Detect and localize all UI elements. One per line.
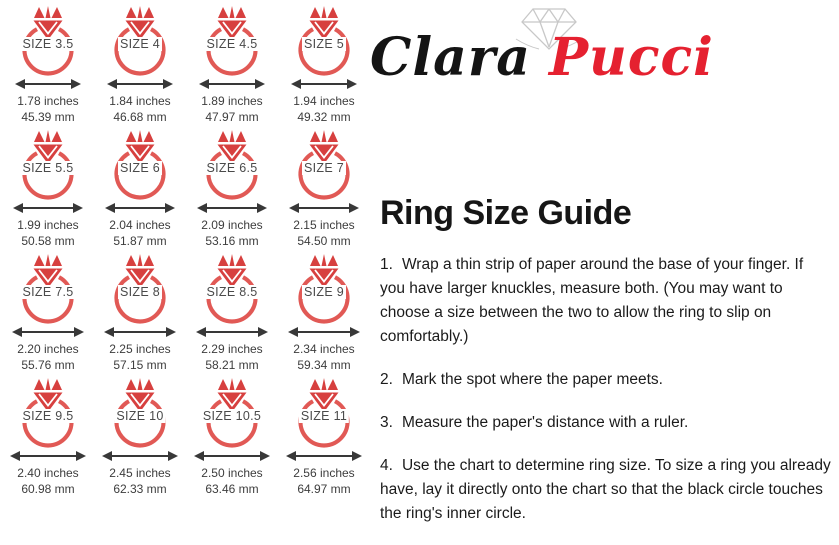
ring-size-cell bbox=[186, 376, 278, 500]
ring-size-cell bbox=[278, 376, 370, 500]
ring-size-label: SIZE 11 bbox=[300, 409, 348, 423]
ring-figure bbox=[292, 252, 356, 326]
ring-size-label: SIZE 7.5 bbox=[22, 285, 74, 299]
ring-mm: 50.58 mm bbox=[21, 233, 75, 248]
ring-inches: 1.94 inches bbox=[293, 94, 355, 109]
ring-mm: 49.32 mm bbox=[297, 109, 351, 124]
ring-inches: 2.45 inches bbox=[109, 466, 171, 481]
ring-measurements bbox=[94, 94, 186, 125]
ring-figure bbox=[16, 252, 80, 326]
ring-mm: 51.87 mm bbox=[113, 233, 167, 248]
diamond-icon bbox=[126, 6, 155, 40]
diamond-icon bbox=[218, 378, 247, 412]
ring-mm: 54.50 mm bbox=[297, 233, 351, 248]
instruction-step-2 bbox=[380, 368, 832, 392]
diamond-icon bbox=[34, 130, 63, 164]
ring-measurements bbox=[186, 466, 278, 497]
ring-size-cell bbox=[186, 128, 278, 252]
brand-name bbox=[370, 18, 714, 98]
ring-measurements bbox=[186, 342, 278, 373]
diamond-icon bbox=[310, 378, 339, 412]
ring-inches: 2.34 inches bbox=[293, 342, 355, 357]
diamond-icon bbox=[218, 254, 247, 288]
ring-mm: 58.21 mm bbox=[205, 357, 259, 372]
ring-size-label: SIZE 4 bbox=[119, 37, 161, 51]
ring-figure bbox=[200, 376, 264, 450]
step-text: Mark the spot where the paper meets. bbox=[401, 371, 663, 389]
ring-figure bbox=[200, 252, 264, 326]
ring-inches: 2.56 inches bbox=[293, 466, 355, 481]
ring-inches: 2.15 inches bbox=[293, 218, 355, 233]
instruction-step-3 bbox=[380, 411, 832, 435]
ring-inches: 1.84 inches bbox=[109, 94, 171, 109]
diameter-arrow-icon bbox=[113, 207, 167, 209]
ring-size-label: SIZE 5 bbox=[303, 37, 345, 51]
diameter-arrow-icon bbox=[207, 83, 257, 85]
ring-measurements bbox=[278, 342, 370, 373]
ring-figure bbox=[108, 376, 172, 450]
step-number: 3. bbox=[380, 414, 393, 432]
ring-size-cell bbox=[2, 128, 94, 252]
diamond-icon bbox=[310, 6, 339, 40]
ring-measurements bbox=[94, 342, 186, 373]
ring-mm: 55.76 mm bbox=[21, 357, 75, 372]
diameter-arrow-icon bbox=[110, 455, 170, 457]
ring-measurements bbox=[2, 342, 94, 373]
ring-figure bbox=[200, 4, 264, 78]
ring-figure bbox=[292, 128, 356, 202]
diamond-icon bbox=[218, 130, 247, 164]
ring-size-cell bbox=[278, 252, 370, 376]
ring-size-label: SIZE 7 bbox=[303, 161, 345, 175]
ring-figure bbox=[16, 4, 80, 78]
ring-mm: 62.33 mm bbox=[113, 481, 167, 496]
ring-size-cell bbox=[94, 252, 186, 376]
diameter-arrow-icon bbox=[112, 331, 168, 333]
ring-size-label: SIZE 6.5 bbox=[206, 161, 258, 175]
diamond-icon bbox=[34, 6, 63, 40]
ring-size-cell bbox=[186, 252, 278, 376]
ring-figure bbox=[16, 128, 80, 202]
diameter-arrow-icon bbox=[297, 207, 351, 209]
step-text: Use the chart to determine ring size. To size a ring you already have, lay it directly onto the chart so that the black circle touches the ring's inner circle. bbox=[380, 457, 831, 523]
ring-size-cell bbox=[278, 4, 370, 128]
step-number: 4. bbox=[380, 457, 393, 475]
brand-name-first: Clara bbox=[370, 27, 531, 88]
ring-mm: 60.98 mm bbox=[21, 481, 75, 496]
diameter-arrow-icon bbox=[205, 207, 259, 209]
diameter-arrow-icon bbox=[21, 207, 75, 209]
ring-size-cell bbox=[278, 128, 370, 252]
ring-measurements bbox=[278, 218, 370, 249]
diamond-icon bbox=[310, 254, 339, 288]
step-text: Wrap a thin strip of paper around the base of your finger. If you have larger knuckles, measure both. (You may want to choose a size between the two to allow the ring to slip on comfortably.) bbox=[380, 256, 804, 346]
diamond-icon bbox=[34, 254, 63, 288]
diameter-arrow-icon bbox=[23, 83, 73, 85]
ring-measurements bbox=[94, 218, 186, 249]
ring-size-label: SIZE 6 bbox=[119, 161, 161, 175]
ring-size-cell bbox=[2, 4, 94, 128]
ring-size-cell bbox=[2, 252, 94, 376]
ring-measurements bbox=[278, 466, 370, 497]
ring-size-label: SIZE 4.5 bbox=[206, 37, 258, 51]
diamond-icon bbox=[126, 254, 155, 288]
ring-measurements bbox=[2, 94, 94, 125]
ring-size-label: SIZE 3.5 bbox=[22, 37, 74, 51]
ring-inches: 2.20 inches bbox=[17, 342, 79, 357]
ring-mm: 46.68 mm bbox=[113, 109, 167, 124]
ring-figure bbox=[16, 376, 80, 450]
ring-inches: 1.78 inches bbox=[17, 94, 79, 109]
ring-size-label: SIZE 5.5 bbox=[22, 161, 74, 175]
ring-figure bbox=[108, 252, 172, 326]
ring-measurements bbox=[94, 466, 186, 497]
ring-inches: 2.09 inches bbox=[201, 218, 263, 233]
ring-size-chart bbox=[2, 4, 370, 500]
instruction-step-4 bbox=[380, 454, 832, 526]
ring-size-cell bbox=[94, 376, 186, 500]
diameter-arrow-icon bbox=[202, 455, 262, 457]
ring-inches: 1.89 inches bbox=[201, 94, 263, 109]
ring-mm: 57.15 mm bbox=[113, 357, 167, 372]
ring-measurements bbox=[2, 218, 94, 249]
ring-figure bbox=[292, 4, 356, 78]
ring-figure bbox=[108, 4, 172, 78]
ring-size-cell bbox=[94, 4, 186, 128]
ring-mm: 59.34 mm bbox=[297, 357, 351, 372]
ring-mm: 53.16 mm bbox=[205, 233, 259, 248]
brand-logo bbox=[370, 18, 770, 98]
diameter-arrow-icon bbox=[115, 83, 165, 85]
ring-figure bbox=[200, 128, 264, 202]
ring-inches: 1.99 inches bbox=[17, 218, 79, 233]
ring-measurements bbox=[186, 94, 278, 125]
ring-size-cell bbox=[186, 4, 278, 128]
ring-size-label: SIZE 10 bbox=[116, 409, 164, 423]
ring-size-label: SIZE 8 bbox=[119, 285, 161, 299]
ring-size-label: SIZE 10.5 bbox=[202, 409, 262, 423]
guide-section bbox=[380, 194, 832, 545]
ring-measurements bbox=[278, 94, 370, 125]
diamond-icon bbox=[310, 130, 339, 164]
instruction-step-1 bbox=[380, 253, 832, 349]
ring-size-label: SIZE 8.5 bbox=[206, 285, 258, 299]
ring-figure bbox=[108, 128, 172, 202]
ring-inches: 2.25 inches bbox=[109, 342, 171, 357]
ring-size-label: SIZE 9.5 bbox=[22, 409, 74, 423]
ring-measurements bbox=[2, 466, 94, 497]
ring-mm: 64.97 mm bbox=[297, 481, 351, 496]
ring-figure bbox=[292, 376, 356, 450]
diameter-arrow-icon bbox=[20, 331, 76, 333]
diameter-arrow-icon bbox=[296, 331, 352, 333]
brand-name-second: Pucci bbox=[548, 27, 714, 88]
diameter-arrow-icon bbox=[299, 83, 349, 85]
step-text: Measure the paper's distance with a ruler. bbox=[401, 414, 689, 432]
diamond-icon bbox=[218, 6, 247, 40]
diameter-arrow-icon bbox=[204, 331, 260, 333]
diamond-icon bbox=[126, 130, 155, 164]
ring-inches: 2.29 inches bbox=[201, 342, 263, 357]
ring-inches: 2.40 inches bbox=[17, 466, 79, 481]
diameter-arrow-icon bbox=[294, 455, 354, 457]
page-title: Ring Size Guide bbox=[380, 194, 632, 232]
step-number: 2. bbox=[380, 371, 393, 389]
ring-inches: 2.50 inches bbox=[201, 466, 263, 481]
ring-size-label: SIZE 9 bbox=[303, 285, 345, 299]
ring-size-cell bbox=[2, 376, 94, 500]
diamond-icon bbox=[34, 378, 63, 412]
ring-mm: 63.46 mm bbox=[205, 481, 259, 496]
ring-mm: 47.97 mm bbox=[205, 109, 259, 124]
ring-size-cell bbox=[94, 128, 186, 252]
diameter-arrow-icon bbox=[18, 455, 78, 457]
step-number: 1. bbox=[380, 256, 393, 273]
ring-mm: 45.39 mm bbox=[21, 109, 75, 124]
ring-measurements bbox=[186, 218, 278, 249]
diamond-icon bbox=[126, 378, 155, 412]
ring-inches: 2.04 inches bbox=[109, 218, 171, 233]
